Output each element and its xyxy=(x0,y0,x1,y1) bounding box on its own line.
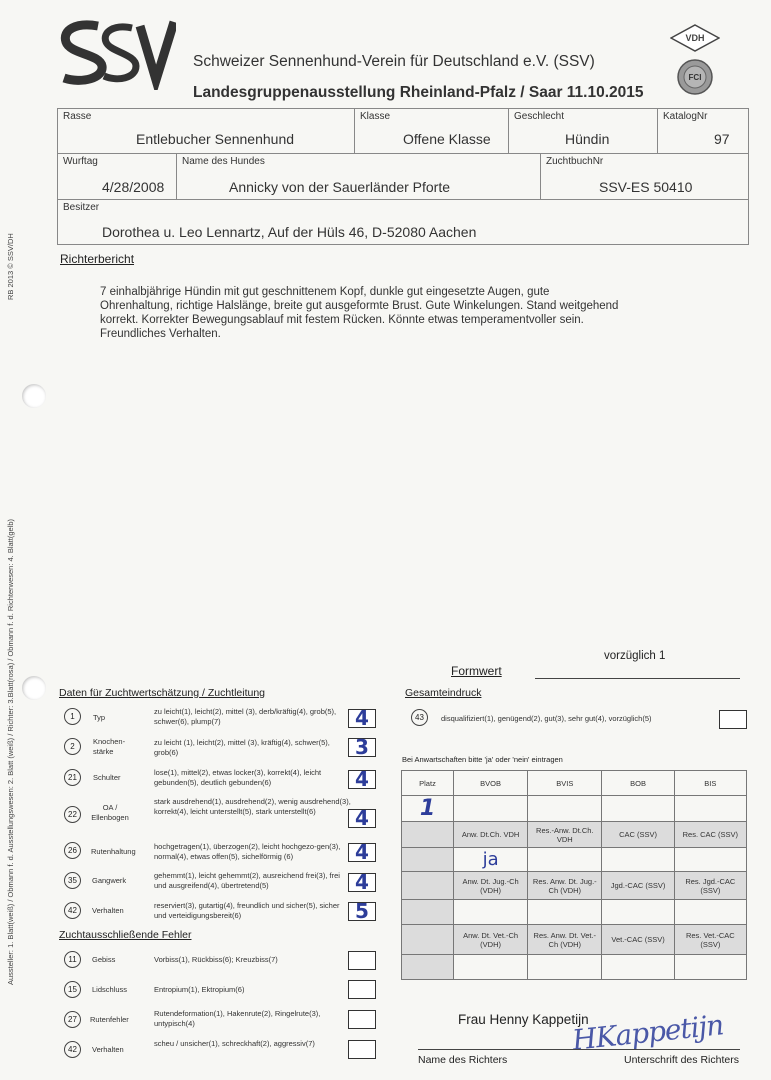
grid-platz-value: 1 xyxy=(419,796,436,821)
zucht-num-2: 2 xyxy=(64,738,81,755)
rasse-label: Rasse xyxy=(63,111,92,122)
wurftag-label: Wurftag xyxy=(63,156,98,167)
zucht-num-4: 22 xyxy=(64,806,81,823)
zucht-value-5: 4 xyxy=(355,840,369,864)
zucht-label-2: Knochen-stärke xyxy=(93,737,126,756)
judge-signature-label: Unterschrift des Richters xyxy=(624,1054,739,1066)
grid-label-cell: Res. Jgd.-CAC (SSV) xyxy=(674,872,746,900)
zucht-num-7: 42 xyxy=(64,902,81,919)
grid-cell[interactable] xyxy=(674,900,746,925)
klasse-label: Klasse xyxy=(360,111,391,122)
grid-cell[interactable] xyxy=(674,955,746,980)
zucht-value-4: 4 xyxy=(355,806,369,830)
wurftag-value: 4/28/2008 xyxy=(102,179,165,195)
vdh-text: VDH xyxy=(685,33,705,43)
grid-label-cell: Res.-Anw. Dt.Ch. VDH xyxy=(528,822,602,848)
klasse-value: Offene Klasse xyxy=(403,131,491,147)
grid-label-cell: CAC (SSV) xyxy=(602,822,674,848)
grid-header-platz: Platz xyxy=(402,771,454,796)
report-line-2: Ohrenhaltung, richtige Halslänge, breite gut ausgeformte Brust. Gute Winkelungen. Stand weitgehend xyxy=(100,300,619,312)
judge-line xyxy=(418,1049,740,1050)
fehler-desc-4: scheu / unsicher(1), schreckhaft(2), aggressiv(7) xyxy=(154,1039,315,1048)
grid-label-cell: Anw. Dt. Jug.-Ch (VDH) xyxy=(453,872,527,900)
zucht-num-3: 21 xyxy=(64,769,81,786)
grid-cell[interactable] xyxy=(674,796,746,822)
grid-cell[interactable] xyxy=(453,955,527,980)
grid-gray-cell xyxy=(402,872,454,900)
zucht-value-1: 4 xyxy=(355,706,369,730)
zucht-desc-2: zu leicht (1), leicht(2), mittel (3), kräftig(4), schwer(5), grob(6) xyxy=(154,738,330,757)
report-heading: Richterbericht xyxy=(60,252,135,266)
judge-signature: HKappetijn xyxy=(570,1008,725,1057)
formwert-label: Formwert xyxy=(451,664,502,678)
gesamt-box[interactable] xyxy=(719,710,747,729)
grid-header-bob: BOB xyxy=(602,771,674,796)
grid-cell[interactable] xyxy=(453,900,527,925)
fehler-label-3: Rutenfehler xyxy=(90,1015,129,1024)
anwartschaft-note: Bei Anwartschaften bitte 'ja' oder 'nein' eintragen xyxy=(402,755,563,764)
name-cell xyxy=(176,153,541,200)
award-grid xyxy=(401,770,747,980)
fehler-desc-1: Vorbiss(1), Rückbiss(6); Kreuzbiss(7) xyxy=(154,955,278,964)
report-line-3: korrekt. Korrekter Bewegungsablauf mit festem Rücken. Könnte etwas temperamentvoller sein. xyxy=(100,314,584,326)
grid-platz-cell[interactable] xyxy=(402,796,454,822)
grid-label-cell: Anw. Dt. Vet.-Ch (VDH) xyxy=(453,925,527,955)
zucht-num-1: 1 xyxy=(64,708,81,725)
zucht-label-4: OA / Ellenbogen xyxy=(91,803,129,822)
org-name: Schweizer Sennenhund-Verein für Deutschland e.V. (SSV) xyxy=(193,53,595,70)
side-text-bottom: Aussteller: 1. Blatt(weiß) / Obmann f. d. Ausstellungswesen: 2. Blatt (weiß) / Richter: 3.Blatt(rosa) / Obmann f. d. Richterwesen: 4. Blatt(gelb) xyxy=(6,518,15,985)
grid-gray-cell xyxy=(402,900,454,925)
geschlecht-value: Hündin xyxy=(565,131,610,147)
fehler-num-4: 42 xyxy=(64,1041,81,1058)
formwert-line xyxy=(535,678,740,679)
katalognr-value: 97 xyxy=(714,131,730,147)
zuchtbuchnr-cell xyxy=(540,153,749,200)
zucht-num-5: 26 xyxy=(64,842,81,859)
fehler-label-1: Gebiss xyxy=(92,955,116,964)
fehler-box-4[interactable] xyxy=(348,1040,376,1059)
grid-cell[interactable] xyxy=(528,900,602,925)
report-line-1: 7 einhalbjährige Hündin mit gut geschnittenem Kopf, dunkle gut eingesetzte Augen, gute xyxy=(100,286,550,298)
zucht-value-3: 4 xyxy=(355,767,369,791)
formwert-value: vorzüglich 1 xyxy=(604,650,666,662)
grid-cell[interactable] xyxy=(528,848,602,872)
fehler-label-2: Lidschluss xyxy=(92,985,128,994)
zuchtbuchnr-value: SSV-ES 50410 xyxy=(599,179,693,195)
grid-cell[interactable] xyxy=(453,796,527,822)
gesamt-desc: disqualifiziert(1), genügend(2), gut(3), sehr gut(4), vorzüglich(5) xyxy=(441,714,652,723)
name-value: Annicky von der Sauerländer Pforte xyxy=(229,179,451,195)
fehler-box-2[interactable] xyxy=(348,980,376,999)
name-label: Name des Hundes xyxy=(182,156,265,167)
geschlecht-label: Geschlecht xyxy=(514,111,565,122)
fci-badge xyxy=(676,58,714,96)
side-text-top: RB 2013 © SSV/DH xyxy=(6,233,15,300)
grid-cell[interactable] xyxy=(528,796,602,822)
vdh-badge xyxy=(670,24,720,52)
judge-name: Frau Henny Kappetijn xyxy=(458,1012,589,1027)
grid-ja-value: ja xyxy=(482,849,499,870)
judge-name-label: Name des Richters xyxy=(418,1054,508,1066)
grid-label-cell: Jgd.-CAC (SSV) xyxy=(602,872,674,900)
grid-gray-cell xyxy=(402,955,454,980)
zucht-desc-5: hochgetragen(1), überzogen(2), leicht hochgezo-gen(3), normal(4), etwas offen(5), sichelförmig (6) xyxy=(154,842,341,861)
fehler-desc-2: Entropium(1), Ektropium(6) xyxy=(154,985,245,994)
zucht-desc-4: stark ausdrehend(1), ausdrehend(2), wenig ausdrehend(3), korrekt(4), leicht unterstellt(5), stark unterstellt(6) xyxy=(154,797,351,816)
grid-cell[interactable] xyxy=(602,900,674,925)
fehler-label-4: Verhalten xyxy=(92,1045,124,1054)
grid-gray-cell xyxy=(402,822,454,848)
zucht-label-5: Rutenhaltung xyxy=(91,847,136,856)
fehler-num-2: 15 xyxy=(64,981,81,998)
zucht-label-3: Schulter xyxy=(93,773,121,782)
zuchtbuchnr-label: ZuchtbuchNr xyxy=(546,156,604,167)
zucht-label-1: Typ xyxy=(93,713,106,722)
grid-ja-cell[interactable] xyxy=(453,848,527,872)
grid-label-cell: Res. CAC (SSV) xyxy=(674,822,746,848)
punch-hole-bottom xyxy=(22,676,46,700)
gesamt-heading: Gesamteindruck xyxy=(405,687,482,699)
grid-header-bvob: BVOB xyxy=(453,771,527,796)
zucht-value-7: 5 xyxy=(355,899,369,923)
fci-text: FCI xyxy=(688,73,702,82)
grid-header-bvis: BVIS xyxy=(528,771,602,796)
zucht-desc-1: zu leicht(1), leicht(2), mittel (3), derb/kräftig(4), grob(5), schwer(6), plump(7) xyxy=(154,707,337,726)
grid-gray-cell xyxy=(402,925,454,955)
grid-cell[interactable] xyxy=(528,955,602,980)
rasse-cell xyxy=(57,108,355,154)
event-title: Landesgruppenausstellung Rheinland-Pfalz / Saar 11.10.2015 xyxy=(193,84,644,101)
grid-gray-cell xyxy=(402,848,454,872)
grid-cell[interactable] xyxy=(674,848,746,872)
zucht-label-7: Verhalten xyxy=(92,906,124,915)
grid-label-cell: Res. Anw. Dt. Jug.-Ch (VDH) xyxy=(528,872,602,900)
zucht-desc-7: reserviert(3), gutartig(4), freundlich und sicher(5), sicher und verteidigungsbereit(6) xyxy=(154,901,340,920)
rasse-value: Entlebucher Sennenhund xyxy=(136,131,295,147)
zucht-value-6: 4 xyxy=(355,870,369,894)
punch-hole-top xyxy=(22,384,46,408)
besitzer-value: Dorothea u. Leo Lennartz, Auf der Hüls 46, D-52080 Aachen xyxy=(102,224,477,240)
geschlecht-cell xyxy=(508,108,658,154)
report-text xyxy=(100,285,740,341)
grid-cell[interactable] xyxy=(602,955,674,980)
zucht-label-6: Gangwerk xyxy=(92,876,127,885)
grid-label-cell: Res. Anw. Dt. Vet.-Ch (VDH) xyxy=(528,925,602,955)
zucht-desc-6: gehemmt(1), leicht gehemmt(2), ausreichend frei(3), frei und ausgreifend(4), übertretend(5) xyxy=(154,871,340,890)
zucht-heading: Daten für Zuchtwertschätzung / Zuchtleitung xyxy=(59,687,266,699)
grid-cell[interactable] xyxy=(602,796,674,822)
fehler-num-3: 27 xyxy=(64,1011,81,1028)
besitzer-cell xyxy=(57,199,749,245)
fehler-box-3[interactable] xyxy=(348,1010,376,1029)
fehler-desc-3: Rutendeformation(1), Hakenrute(2), Ringelrute(3), untypisch(4) xyxy=(154,1009,321,1028)
katalognr-cell xyxy=(657,108,749,154)
gesamt-num: 43 xyxy=(411,709,428,726)
zucht-desc-3: lose(1), mittel(2), etwas locker(3), korrekt(4), leicht gebunden(5), deutlich gebunden(6) xyxy=(154,768,322,787)
besitzer-label: Besitzer xyxy=(63,202,100,213)
fehler-box-1[interactable] xyxy=(348,951,376,970)
fehler-heading: Zuchtausschließende Fehler xyxy=(59,929,192,941)
grid-cell[interactable] xyxy=(602,848,674,872)
ssv-logo xyxy=(58,20,176,90)
grid-label-cell: Res. Vet.-CAC (SSV) xyxy=(674,925,746,955)
zucht-num-6: 35 xyxy=(64,872,81,889)
grid-label-cell: Anw. Dt.Ch. VDH xyxy=(453,822,527,848)
grid-header-bis: BIS xyxy=(674,771,746,796)
report-line-4: Freundliches Verhalten. xyxy=(100,328,221,340)
fehler-num-1: 11 xyxy=(64,951,81,968)
wurftag-cell xyxy=(57,153,177,200)
klasse-cell xyxy=(354,108,509,154)
katalognr-label: KatalogNr xyxy=(663,111,708,122)
grid-label-cell: Vet.-CAC (SSV) xyxy=(602,925,674,955)
zucht-value-2: 3 xyxy=(355,735,369,759)
